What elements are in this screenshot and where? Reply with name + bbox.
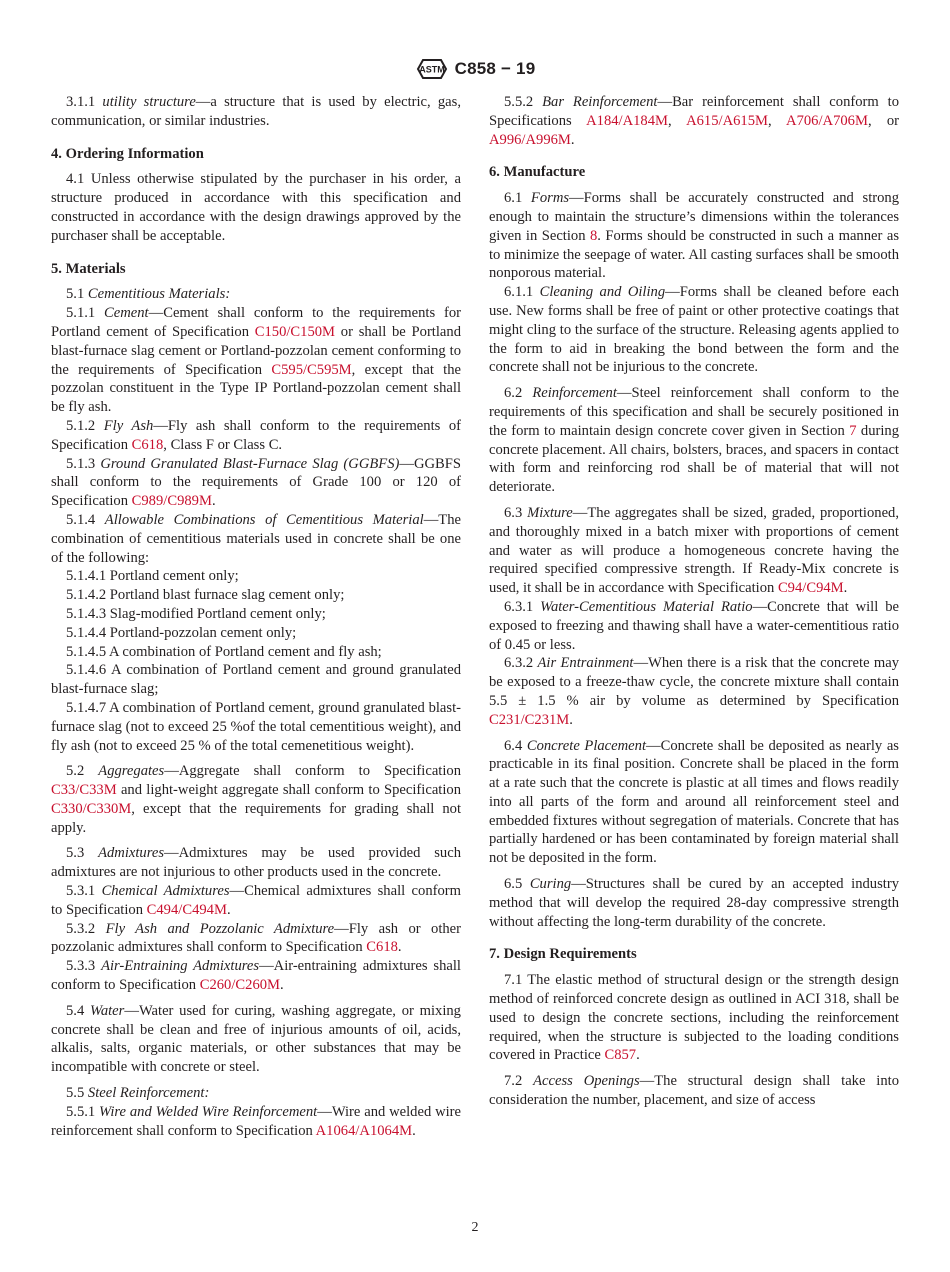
- link-c231[interactable]: C231/C231M: [489, 711, 570, 728]
- page-header: [0, 56, 950, 82]
- para-5-1-2: 5.1.2 Fly Ash—Fly ash shall conform to the requirements of Specification C618, Class F or Class C.: [51, 417, 461, 453]
- astm-logo-icon: [415, 57, 449, 81]
- para-5-1-1: 5.1.1 Cement—Cement shall conform to the requirements for Portland cement of Specification C150/C150M or shall be Portland blast-furnace slag cement or Portland-pozzolan cement conforming to the requirements of Specification C595/C595M, except that the pozzolan constituent in the Type IP Portland-pozzolan cement shall be fly ash.: [51, 305, 461, 416]
- para-6-4: 6.4 Concrete Placement—Concrete shall be deposited as nearly as practicable in its final position. Concrete shall be placed in the form at a rate such that the concrete is plastic at all times and flows readily into all parts of the form and around all reinforcement steel and embedded fixtures without segregation of materials. Concrete that has partially hardened or has been contaminated by foreign material shall not be deposited in the form.: [489, 737, 899, 867]
- section-4-heading: 4. Ordering Information: [51, 145, 204, 162]
- para-5-1-4-4: 5.1.4.4 Portland-pozzolan cement only;: [66, 624, 297, 641]
- link-section-7[interactable]: 7: [849, 422, 857, 439]
- para-5-1-4-5: 5.1.4.5 A combination of Portland cement and fly ash;: [66, 643, 382, 660]
- para-6-1-1: 6.1.1 Cleaning and Oiling—Forms shall be cleaned before each use. New forms shall be free of paint or other protective coatings that might cling to the surface of the structure. Releasing agents applied to the form to aid in breaking the bond between the form and the concrete shall not be injurious to the concrete.: [489, 284, 899, 376]
- para-6-1: 6.1 Forms—Forms shall be accurately constructed and strong enough to maintain the structure’s dimensions within the tolerances given in Section 8. Forms should be constructed in such a manner as to minimize the seepage of water. All casting surfaces shall be smooth nonporous material.: [489, 190, 899, 282]
- link-a1064[interactable]: A1064/A1064M: [315, 1122, 413, 1139]
- page-number: 2: [471, 1220, 479, 1235]
- link-a615[interactable]: A615/A615M: [686, 112, 768, 129]
- para-3-1-1: 3.1.1 utility structure—a structure that is used by electric, gas, communication, or similar industries.: [51, 94, 461, 129]
- para-5-3-2: 5.3.2 Fly Ash and Pozzolanic Admixture—Fly ash or other pozzolanic admixtures shall conform to Specification C618.: [51, 920, 462, 956]
- para-7-1: 7.1 The elastic method of structural design or the strength design method of reinforced concrete design as outlined in ACI 318, shall be used to design the concrete sections, including the reinforcement required, when the structure is subjected to the loading conditions covered in Practice C857.: [489, 972, 899, 1064]
- para-6-3-2: 6.3.2 Air Entrainment—When there is a risk that the concrete may be exposed to a freeze-thaw cycle, the concrete mixture shall contain 5.5 ± 1.5 % air by volume as determined by Specification C231/C231M.: [489, 655, 899, 728]
- para-5-2: 5.2 Aggregates—Aggregate shall conform to Specification C33/C33M and light-weight aggregate shall conform to Specification C330/C330M, except that the requirements for grading shall not apply.: [51, 763, 462, 836]
- link-a706[interactable]: A706/A706M: [786, 112, 868, 129]
- section-7-heading: 7. Design Requirements: [489, 946, 637, 963]
- para-5-1-4-6: 5.1.4.6 A combination of Portland cement and ground granulated blast-furnace slag;: [51, 662, 461, 698]
- link-a996[interactable]: A996/A996M: [489, 131, 571, 148]
- link-a184[interactable]: A184/A184M: [586, 112, 668, 129]
- link-c989[interactable]: C989/C989M: [131, 493, 212, 510]
- para-5-1-4: 5.1.4 Allowable Combinations of Cementitious Material—The combination of cementitious materials used in concrete shall be one of the following:: [51, 511, 461, 566]
- para-5-1-4-1: 5.1.4.1 Portland cement only;: [66, 568, 239, 585]
- link-c150[interactable]: C150/C150M: [254, 323, 336, 340]
- para-7-2: 7.2 Access Openings—The structural design shall take into consideration the number, placement, and size of access: [489, 1073, 900, 1109]
- para-5-1-4-2: 5.1.4.2 Portland blast furnace slag cement only;: [66, 587, 345, 604]
- standard-designation: C858 − 19: [454, 59, 536, 78]
- link-c94[interactable]: C94/C94M: [777, 580, 844, 597]
- para-6-3-1: 6.3.1 Water-Cementitious Material Ratio—Concrete that will be exposed to freezing and thawing shall have a water-cementitious ratio of 0.45 or less.: [489, 598, 899, 653]
- para-5-3: 5.3 Admixtures—Admixtures may be used provided such admixtures are not injurious to other products used in the concrete.: [51, 845, 461, 881]
- para-6-3: 6.3 Mixture—The aggregates shall be sized, graded, proportioned, and thoroughly mixed in a batch mixer with proportions of cement and water as will produce a homogeneous concrete having the required specified compressive strength. If Ready-Mix concrete is used, it shall be in accordance with Specification C94/C94M.: [489, 504, 899, 597]
- para-5-5-1: 5.5.1 Wire and Welded Wire Reinforcement—Wire and welded wire reinforcement shall conform to Specification A1064/A1064M.: [51, 1103, 461, 1139]
- para-5-1-3: 5.1.3 Ground Granulated Blast-Furnace Slag (GGBFS)—GGBFS shall conform to the requirements of Grade 100 or 120 of Specification C989/C989M.: [51, 455, 461, 510]
- para-5-4: 5.4 Water—Water used for curing, washing aggregate, or mixing concrete shall be clean and free of injurious amounts of oil, acids, alkalis, salts, organic materials, or other substances that may be incompatible with concrete or steel.: [51, 1002, 461, 1076]
- right-column: [489, 93, 899, 1110]
- link-c595[interactable]: C595/C595M: [271, 361, 352, 378]
- link-c618[interactable]: C618: [131, 436, 164, 453]
- link-c618-b[interactable]: C618: [366, 939, 398, 956]
- para-6-2: 6.2 Reinforcement—Steel reinforcement shall conform to the requirements of this specification and shall be securely positioned in the form to maintain design concrete cover given in Section 7 during concrete placement. All chairs, bolsters, braces, and spacers in contact with form and reinforcing rod shall be of material that will not deteriorate.: [489, 385, 899, 496]
- logo-text: ASTM: [418, 64, 445, 75]
- link-c330[interactable]: C330/C330M: [51, 800, 132, 817]
- link-c33[interactable]: C33/C33M: [51, 782, 117, 799]
- para-5-5: 5.5 Steel Reinforcement:: [66, 1085, 210, 1102]
- para-6-5: 6.5 Curing—Structures shall be cured by an accepted industry method that will develop the required 28-day compressive strength without affecting the long-term durability of the concrete.: [489, 876, 899, 930]
- para-5-3-1: 5.3.1 Chemical Admixtures—Chemical admixtures shall conform to Specification C494/C494M.: [51, 883, 461, 918]
- link-section-8[interactable]: 8: [589, 227, 598, 244]
- link-c260[interactable]: C260/C260M: [199, 977, 281, 994]
- para-4-1: 4.1 Unless otherwise stipulated by the purchaser in his order, a structure produced in accordance with this specification and constructed in accordance with the design drawings approved by the purchaser shall be acceptable.: [51, 171, 461, 244]
- section-6-heading: 6. Manufacture: [489, 164, 586, 181]
- link-c494[interactable]: C494/C494M: [146, 901, 227, 918]
- section-5-heading: 5. Materials: [51, 260, 126, 277]
- para-5-5-2: 5.5.2 Bar Reinforcement—Bar reinforcement shall conform to Specifications A184/A184M, A615/A615M, A706/A706M, or A996/A996M.: [489, 94, 899, 148]
- para-5-3-3: 5.3.3 Air-Entraining Admixtures—Air-entraining admixtures shall conform to Specification C260/C260M.: [51, 958, 461, 994]
- para-5-1-4-7: 5.1.4.7 A combination of Portland cement, ground granulated blast-furnace slag (not to exceed 25 %of the total cementitious weight), and fly ash (not to exceed 25 % of the total cemenetitious weight).: [51, 699, 461, 754]
- link-c857[interactable]: C857: [604, 1047, 637, 1064]
- para-5-1-4-3: 5.1.4.3 Slag-modified Portland cement only;: [66, 605, 326, 622]
- left-column: [51, 93, 461, 1140]
- para-5-1: 5.1 Cementitious Materials:: [66, 286, 231, 303]
